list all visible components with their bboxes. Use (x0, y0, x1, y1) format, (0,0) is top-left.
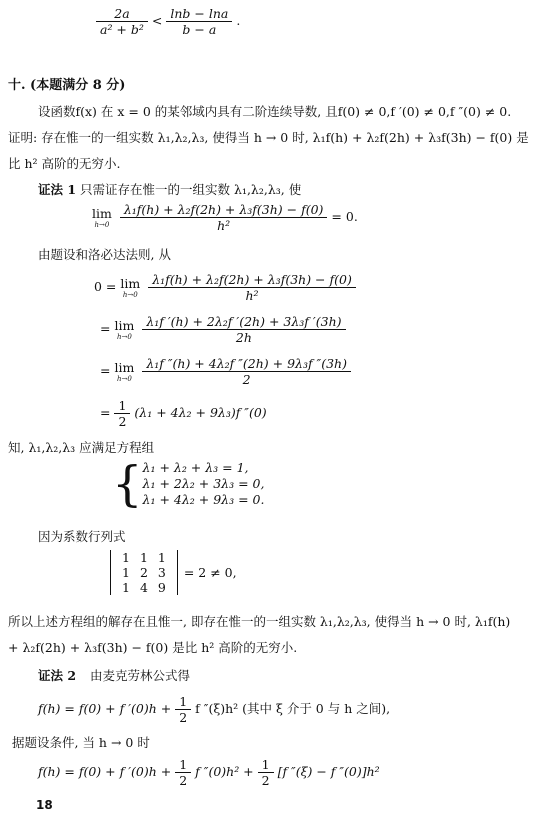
formula-right: f ″(ξ)h² (其中 ξ 介于 0 与 h 之间), (195, 701, 391, 716)
lim: lim (92, 206, 112, 221)
det-cell: 1 (139, 550, 148, 565)
fraction-half (258, 757, 274, 788)
denominator: 2 (261, 773, 270, 788)
lim: lim (120, 276, 141, 291)
determinant-intro: 因为系数行列式 (38, 529, 126, 544)
determinant-value: = 2 ≠ 0, (183, 565, 237, 580)
equation: λ₁ + λ₂ + λ₃ = 1, (142, 460, 249, 475)
proof-intro: 只需证存在惟一的一组实数 λ₁,λ₂,λ₃, 使 (80, 182, 302, 197)
det-cell: 1 (122, 580, 130, 595)
formula-left: f(h) = f(0) + f ′(0)h + (38, 764, 172, 779)
numerator: 1 (258, 757, 274, 773)
det-cell: 1 (157, 550, 166, 565)
fraction (120, 202, 328, 233)
fraction (96, 6, 148, 37)
top-inequality (96, 6, 240, 37)
det-cell: 3 (157, 565, 166, 580)
equals: = (100, 405, 111, 420)
lhopital-line: 由题设和洛必达法则, 从 (38, 247, 171, 262)
expansion-formula (38, 757, 380, 788)
proof-label: 证法 2 (38, 668, 77, 683)
limit-operator (114, 360, 134, 383)
derivation-step-2 (100, 314, 346, 345)
det-cell: 9 (157, 580, 166, 595)
numerator: 1 (114, 398, 130, 414)
fraction (142, 356, 351, 387)
expression: (λ₁ + 4λ₂ + 9λ₃)f ″(0) (134, 405, 267, 420)
limit-operator (92, 206, 112, 229)
determinant (110, 550, 178, 595)
period: . (236, 13, 241, 28)
problem-line-1: 设函数f(x) 在 x = 0 的某邻域内具有二阶连续导数, 且f(0) ≠ 0,f ′(0) ≠ 0,f ″(0) ≠ 0. (38, 104, 512, 119)
fraction-half (175, 757, 191, 788)
numerator: λ₁f ′(h) + 2λ₂f ′(2h) + 3λ₃f ′(3h) (142, 314, 345, 330)
formula-right: [f ″(ξ) − f ″(0)]h² (277, 764, 380, 779)
problem-line-2: 证明: 存在惟一的一组实数 λ₁,λ₂,λ₃, 使得当 h → 0 时, λ₁f(h) + λ₂f(2h) + λ₃f(3h) − f(0) 是 (8, 130, 529, 145)
fraction (142, 314, 345, 345)
left-brace: { (112, 456, 143, 512)
conclusion-line-1: 所以上述方程组的解存在且惟一, 即存在惟一的一组实数 λ₁,λ₂,λ₃, 使得当 h → 0 时, λ₁f(h) (8, 614, 511, 629)
numerator: 1 (175, 757, 191, 773)
fraction (166, 6, 232, 37)
denominator: h² (245, 288, 259, 303)
denominator: a² + b² (100, 22, 144, 37)
limit-subscript: h→0 (122, 291, 138, 299)
rhs: = 0. (331, 209, 358, 224)
denominator: 2 (118, 414, 127, 429)
maclaurin-formula (38, 694, 390, 725)
limit-subscript: h→0 (116, 375, 132, 383)
limit-equation (92, 202, 358, 233)
equation-system (112, 456, 265, 512)
problem-line-3: 比 h² 高阶的无穷小. (8, 156, 121, 171)
less-than: < (151, 13, 163, 28)
section-title: 十. (本题满分 8 分) (8, 78, 126, 93)
formula-left: f(h) = f(0) + f ′(0)h + (38, 701, 172, 716)
fraction-half (175, 694, 191, 725)
denominator: 2 (179, 710, 188, 725)
derivation-step-1 (94, 272, 356, 303)
derivation-step-3 (100, 356, 351, 387)
equation: λ₁ + 2λ₂ + 3λ₃ = 0, (142, 476, 265, 491)
det-cell: 1 (122, 565, 130, 580)
fraction (148, 272, 356, 303)
limit-subscript: h→0 (94, 221, 110, 229)
page-number: 18 (36, 798, 53, 812)
numerator: λ₁f ″(h) + 4λ₂f ″(2h) + 9λ₃f ″(3h) (142, 356, 351, 372)
lhs: 0 = (94, 279, 117, 294)
numerator: λ₁f(h) + λ₂f(2h) + λ₃f(3h) − f(0) (148, 272, 356, 288)
numerator: λ₁f(h) + λ₂f(2h) + λ₃f(3h) − f(0) (120, 202, 328, 218)
numerator: 1 (175, 694, 191, 710)
derivation-step-4 (100, 398, 267, 429)
equals: = (100, 363, 111, 378)
det-cell: 4 (139, 580, 148, 595)
system-intro: 知, λ₁,λ₂,λ₃ 应满足方程组 (8, 440, 155, 455)
limit-operator (114, 318, 134, 341)
determinant-equation (110, 550, 237, 595)
system-equations (143, 460, 265, 508)
formula-middle: f ″(0)h² + (195, 764, 254, 779)
proof-intro: 由麦克劳林公式得 (90, 668, 191, 683)
denominator: 2 (242, 372, 251, 387)
denominator: h² (217, 218, 231, 233)
lim: lim (114, 360, 135, 375)
equation: λ₁ + 4λ₂ + 9λ₃ = 0. (142, 492, 265, 507)
det-cell: 2 (139, 565, 148, 580)
denominator: 2h (235, 330, 252, 345)
limit-operator (120, 276, 140, 299)
denominator: 2 (179, 773, 188, 788)
lim: lim (114, 318, 135, 333)
numerator: lnb − lna (166, 6, 232, 22)
limit-subscript: h→0 (116, 333, 132, 341)
denominator: b − a (182, 22, 217, 37)
proof-label: 证法 1 (38, 182, 77, 197)
proof1-intro-line (38, 180, 301, 198)
conclusion-line-2: + λ₂f(2h) + λ₃f(3h) − f(0) 是比 h² 高阶的无穷小. (8, 640, 298, 655)
proof2-intro-line (38, 666, 190, 684)
equals: = (100, 321, 111, 336)
condition-line: 据题设条件, 当 h → 0 时 (12, 735, 150, 750)
det-cell: 1 (122, 550, 130, 565)
numerator: 2a (96, 6, 148, 22)
fraction-half (114, 398, 130, 429)
